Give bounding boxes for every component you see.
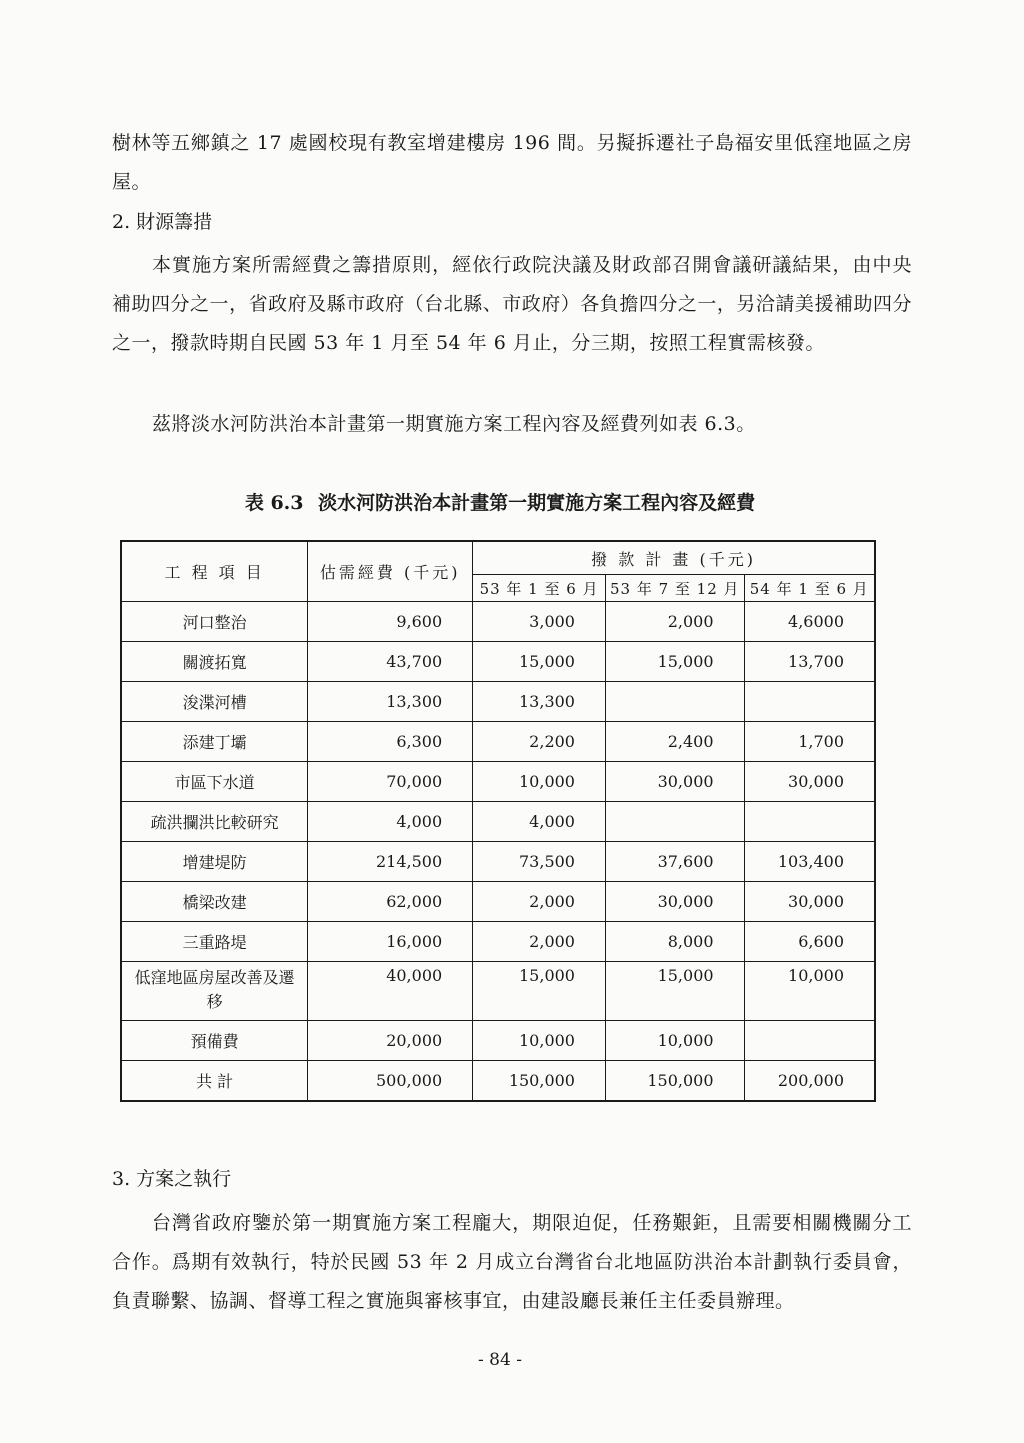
cell-period-3	[744, 682, 875, 722]
cell-period-1: 10,000	[473, 1021, 606, 1061]
cell-period-1: 73,500	[473, 842, 606, 882]
table-caption-title: 淡水河防洪治本計畫第一期實施方案工程內容及經費	[318, 492, 756, 514]
cell-period-2	[605, 682, 744, 722]
section2-heading: 2. 財源籌措	[112, 211, 213, 233]
cell-period-1: 10,000	[473, 762, 606, 802]
cell-period-1: 2,200	[473, 722, 606, 762]
cell-item: 添建丁壩	[121, 722, 308, 762]
cell-period-2: 2,400	[605, 722, 744, 762]
table-row	[121, 882, 875, 922]
table-row	[121, 922, 875, 962]
cell-period-3: 103,400	[744, 842, 875, 882]
cell-period-2: 10,000	[605, 1021, 744, 1061]
page-number: - 84 -	[478, 1350, 522, 1370]
table-row	[121, 642, 875, 682]
cell-period-3: 13,700	[744, 642, 875, 682]
cell-period-3: 4,6000	[744, 602, 875, 642]
cell-item: 預備費	[121, 1021, 308, 1061]
cell-cost: 9,600	[308, 602, 473, 642]
cell-item: 低窪地區房屋改善及遷移	[121, 962, 308, 1021]
cell-cost: 20,000	[308, 1021, 473, 1061]
cell-item: 關渡拓寬	[121, 642, 308, 682]
cell-cost: 500,000	[308, 1061, 473, 1102]
cell-item: 共 計	[121, 1061, 308, 1102]
table-row	[121, 602, 875, 642]
cell-cost: 70,000	[308, 762, 473, 802]
cell-item: 三重路堤	[121, 922, 308, 962]
section3-paragraph: 台灣省政府鑒於第一期實施方案工程龐大，期限迫促，任務艱鉅，且需要相關機關分工合作。爲期有效執行，特於民國 53 年 2 月成立台灣省台北地區防洪治本計劃執行委員會，負責聯繫、協調、督導工程之實施與審核事宜，由建設廳長兼任主任委員辦理。	[112, 1212, 912, 1312]
cell-period-1: 13,300	[473, 682, 606, 722]
cell-period-3: 1,700	[744, 722, 875, 762]
section2-paragraph: 本實施方案所需經費之籌措原則，經依行政院決議及財政部召開會議研議結果，由中央補助四分之一，省政府及縣市政府（台北縣、市政府）各負擔四分之一，另洽請美援補助四分之一，撥款時期自民國 53 年 1 月至 54 年 6 月止，分三期，按照工程實需核發。	[112, 254, 912, 354]
cell-cost: 4,000	[308, 802, 473, 842]
cell-item: 疏洪攔洪比較研究	[121, 802, 308, 842]
column-header-period-2: 53 年 7 至 12 月	[605, 575, 744, 602]
table-row-total	[121, 1061, 875, 1102]
cell-period-1: 3,000	[473, 602, 606, 642]
cell-period-3: 10,000	[744, 962, 875, 1021]
table-row	[121, 682, 875, 722]
cell-item: 市區下水道	[121, 762, 308, 802]
table-row	[121, 722, 875, 762]
cell-period-2	[605, 802, 744, 842]
section3-heading: 3. 方案之執行	[112, 1168, 232, 1190]
cell-cost: 214,500	[308, 842, 473, 882]
cell-period-1: 2,000	[473, 882, 606, 922]
cell-period-1: 15,000	[473, 642, 606, 682]
table-caption-label: 表 6.3	[244, 492, 304, 514]
table-row	[121, 762, 875, 802]
cell-period-1: 15,000	[473, 962, 606, 1021]
cell-cost: 6,300	[308, 722, 473, 762]
cell-cost: 40,000	[308, 962, 473, 1021]
column-header-period-1: 53 年 1 至 6 月	[473, 575, 606, 602]
table-caption	[0, 488, 1000, 515]
cell-period-2: 2,000	[605, 602, 744, 642]
column-header-period-3: 54 年 1 至 6 月	[744, 575, 875, 602]
funding-table	[120, 540, 876, 1102]
cell-cost: 16,000	[308, 922, 473, 962]
column-header-plan: 撥 款 計 畫 (千元)	[473, 541, 875, 575]
cell-cost: 13,300	[308, 682, 473, 722]
column-header-item: 工 程 項 目	[121, 541, 308, 602]
table-row	[121, 802, 875, 842]
cell-period-2: 8,000	[605, 922, 744, 962]
cell-item: 增建堤防	[121, 842, 308, 882]
cell-period-1: 4,000	[473, 802, 606, 842]
cell-period-3: 30,000	[744, 882, 875, 922]
table-row	[121, 842, 875, 882]
cell-period-2: 30,000	[605, 882, 744, 922]
cell-cost: 43,700	[308, 642, 473, 682]
table-row	[121, 1021, 875, 1061]
cell-period-3	[744, 1021, 875, 1061]
cell-period-2: 15,000	[605, 962, 744, 1021]
intro-paragraph: 樹林等五鄉鎮之 17 處國校現有教室增建樓房 196 間。另擬拆遷社子島福安里低窪地區之房屋。	[112, 132, 912, 193]
cell-item: 浚渫河槽	[121, 682, 308, 722]
cell-period-3	[744, 802, 875, 842]
cell-period-2: 30,000	[605, 762, 744, 802]
cell-item: 橋梁改建	[121, 882, 308, 922]
cell-period-3: 200,000	[744, 1061, 875, 1102]
cell-period-1: 2,000	[473, 922, 606, 962]
column-header-cost: 估需經費 (千元)	[308, 541, 473, 602]
cell-item: 河口整治	[121, 602, 308, 642]
cell-period-2: 15,000	[605, 642, 744, 682]
cell-period-3: 30,000	[744, 762, 875, 802]
cell-period-2: 150,000	[605, 1061, 744, 1102]
cell-period-1: 150,000	[473, 1061, 606, 1102]
table-row	[121, 962, 875, 1021]
cell-cost: 62,000	[308, 882, 473, 922]
table-intro-paragraph: 茲將淡水河防洪治本計畫第一期實施方案工程內容及經費列如表 6.3。	[152, 413, 756, 435]
cell-period-2: 37,600	[605, 842, 744, 882]
cell-period-3: 6,600	[744, 922, 875, 962]
